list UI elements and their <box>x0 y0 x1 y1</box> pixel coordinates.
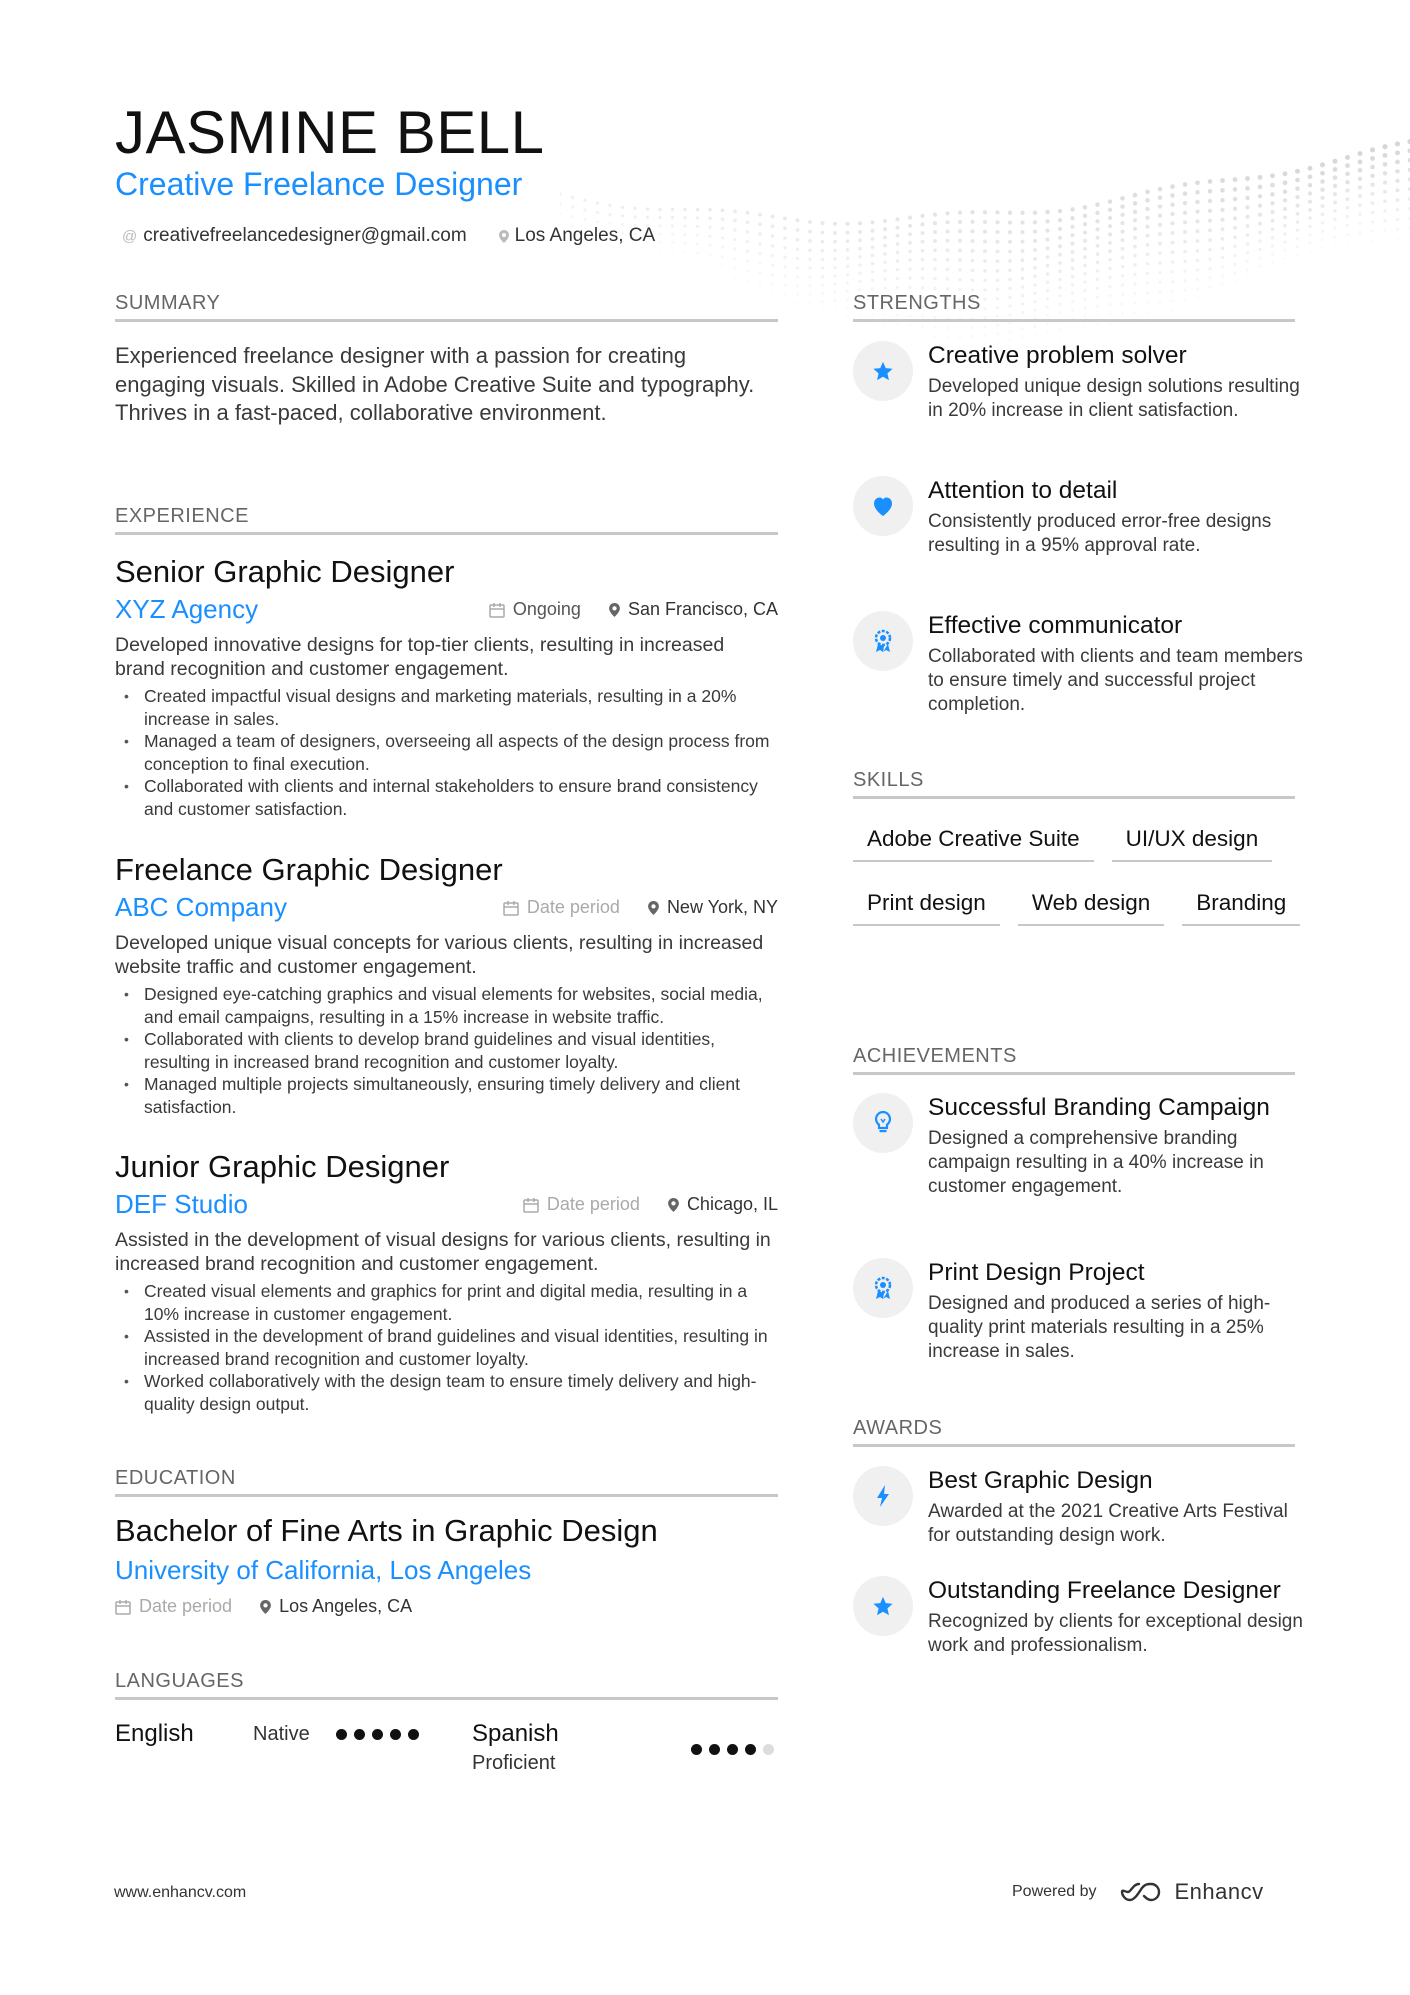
rating-dot <box>709 1744 720 1755</box>
education-date: Date period <box>139 1596 233 1616</box>
contact-info <box>122 225 655 247</box>
job-bullets <box>115 1280 778 1415</box>
location-pin-icon <box>499 230 509 243</box>
language-name: Spanish <box>472 1720 559 1747</box>
language-rating <box>336 1729 419 1740</box>
strengths-section <box>853 292 1295 322</box>
award-icon <box>853 611 913 671</box>
job-bullets <box>115 685 778 820</box>
rating-dot <box>354 1729 365 1740</box>
rating-dot <box>408 1729 419 1740</box>
company-name: DEF Studio <box>115 1189 248 1220</box>
lightbulb-icon <box>853 1093 913 1153</box>
powered-by-text: Powered by <box>1012 1883 1097 1900</box>
job-location: Chicago, IL <box>686 1194 778 1215</box>
achievements-section <box>853 1045 1295 1075</box>
rating-dot <box>745 1744 756 1755</box>
section-title-experience: EXPERIENCE <box>115 505 778 535</box>
achievement-description: Designed and produced a series of high-quality print materials resulting in a 25% increase in sales. <box>928 1293 1271 1362</box>
strength-description: Collaborated with clients and team members to ensure timely and successful project completion. <box>928 646 1303 715</box>
location-pin-icon <box>668 1198 679 1212</box>
email-text: creativefreelancedesigner@gmail.com <box>143 225 467 246</box>
awards-section <box>853 1417 1295 1447</box>
section-title-skills: SKILLS <box>853 769 1295 799</box>
company-name: ABC Company <box>115 892 287 923</box>
strength-item <box>853 476 1303 558</box>
skill-tag: Print design <box>853 882 1000 926</box>
section-title-summary: SUMMARY <box>115 292 778 322</box>
job-date: Ongoing <box>512 599 581 620</box>
contact-email[interactable] <box>122 225 467 247</box>
strength-title: Effective communicator <box>928 612 1183 639</box>
bullet-item: • Created impactful visual designs and marketing materials, resulting in a 20% increase in sales. <box>115 685 778 730</box>
location-pin-icon <box>648 901 659 915</box>
section-title-education: EDUCATION <box>115 1467 778 1497</box>
language-level: Native <box>253 1723 310 1745</box>
job-entry <box>115 851 778 1118</box>
achievement-item <box>853 1258 1303 1364</box>
strength-description: Developed unique design solutions resulting in 20% increase in client satisfaction. <box>928 376 1300 421</box>
education-section <box>115 1467 778 1617</box>
languages-list <box>115 1720 778 1780</box>
section-title-languages: LANGUAGES <box>115 1670 778 1700</box>
rating-dot <box>336 1729 347 1740</box>
bullet-item: • Worked collaboratively with the design team to ensure timely delivery and high-quality design output. <box>115 1370 778 1415</box>
rating-dot <box>691 1744 702 1755</box>
calendar-icon <box>489 602 505 618</box>
award-item <box>853 1576 1303 1658</box>
achievement-title: Successful Branding Campaign <box>928 1094 1270 1121</box>
rating-dot <box>372 1729 383 1740</box>
achievement-description: Designed a comprehensive branding campaign resulting in a 40% increase in customer engagement. <box>928 1128 1264 1197</box>
bolt-icon <box>853 1466 913 1526</box>
star-icon <box>853 1576 913 1636</box>
job-location: New York, NY <box>666 897 778 918</box>
heart-icon <box>853 476 913 536</box>
skill-tag: Adobe Creative Suite <box>853 818 1094 862</box>
education-location: Los Angeles, CA <box>279 1596 413 1616</box>
location-text: Los Angeles, CA <box>514 225 656 246</box>
company-name: XYZ Agency <box>115 594 259 625</box>
job-bullets <box>115 983 778 1118</box>
rating-dot <box>727 1744 738 1755</box>
job-entry <box>115 1148 778 1415</box>
calendar-icon <box>115 1599 131 1615</box>
job-description: Developed unique visual concepts for various clients, resulting in increased website traffic and customer engagement. <box>115 932 764 979</box>
award-icon <box>853 1258 913 1318</box>
skills-list <box>853 818 1303 926</box>
job-entry <box>115 553 778 820</box>
degree-title: Bachelor of Fine Arts in Graphic Design <box>115 1513 658 1548</box>
bullet-item: • Collaborated with clients to develop brand guidelines and visual identities, resulting in increased brand recognition and customer loyalty. <box>115 1028 778 1073</box>
bullet-item: • Created visual elements and graphics for print and digital media, resulting in a 10% increase in customer engagement. <box>115 1280 778 1325</box>
job-title: Senior Graphic Designer <box>115 554 455 589</box>
bullet-item: • Assisted in the development of brand guidelines and visual identities, resulting in increased brand recognition and customer loyalty. <box>115 1325 778 1370</box>
rating-dot <box>763 1744 774 1755</box>
job-description: Assisted in the development of visual designs for various clients, resulting in increased brand recognition and customer engagement. <box>115 1229 771 1276</box>
award-description: Awarded at the 2021 Creative Arts Festival for outstanding design work. <box>928 1501 1288 1546</box>
school-name: University of California, Los Angeles <box>115 1555 532 1585</box>
skill-tag: UI/UX design <box>1112 818 1273 862</box>
location-pin-icon <box>260 1600 271 1614</box>
footer-website-link[interactable]: www.enhancv.com <box>114 1884 247 1901</box>
candidate-name: JASMINE BELL <box>115 99 545 166</box>
award-title: Outstanding Freelance Designer <box>928 1577 1281 1604</box>
bullet-item: • Designed eye-catching graphics and visual elements for websites, social media, and email campaigns, resulting in a 15% increase in website traffic. <box>115 983 778 1028</box>
bullet-item: • Managed multiple projects simultaneously, ensuring timely delivery and client satisfaction. <box>115 1073 778 1118</box>
job-title: Junior Graphic Designer <box>115 1149 450 1184</box>
bullet-item: • Collaborated with clients and internal stakeholders to ensure brand consistency and customer satisfaction. <box>115 775 778 820</box>
rating-dot <box>390 1729 401 1740</box>
enhancv-logo[interactable] <box>1119 1879 1264 1905</box>
language-level: Proficient <box>472 1752 556 1774</box>
award-title: Best Graphic Design <box>928 1467 1153 1494</box>
award-item <box>853 1466 1303 1548</box>
at-icon: @ <box>122 227 138 245</box>
summary-section <box>115 292 778 428</box>
job-date: Date period <box>546 1194 640 1215</box>
strength-item <box>853 341 1303 423</box>
job-date: Date period <box>526 897 620 918</box>
section-title-strengths: STRENGTHS <box>853 292 1295 322</box>
summary-text: Experienced freelance designer with a passion for creating engaging visuals. Skilled in Adobe Creative Suite and typography. Thrives in a fast-paced, collaborative environment. <box>115 343 755 425</box>
section-title-awards: AWARDS <box>853 1417 1295 1447</box>
skill-tag: Web design <box>1018 882 1164 926</box>
footer-branding <box>1012 1879 1264 1905</box>
language-rating <box>691 1744 774 1755</box>
job-title: Freelance Graphic Designer <box>115 852 503 887</box>
achievement-title: Print Design Project <box>928 1259 1145 1286</box>
strength-title: Creative problem solver <box>928 342 1187 369</box>
skills-section <box>853 769 1295 799</box>
enhancv-mark-icon <box>1119 1881 1165 1903</box>
strength-item <box>853 611 1303 717</box>
skill-tag: Branding <box>1182 882 1300 926</box>
strength-description: Consistently produced error-free designs resulting in a 95% approval rate. <box>928 511 1272 556</box>
strength-title: Attention to detail <box>928 477 1118 504</box>
achievement-item <box>853 1093 1303 1199</box>
contact-location <box>499 225 655 247</box>
job-description: Developed innovative designs for top-tier clients, resulting in increased brand recognition and customer engagement. <box>115 634 725 681</box>
location-pin-icon <box>609 603 620 617</box>
candidate-title: Creative Freelance Designer <box>115 166 523 202</box>
language-name: English <box>115 1720 194 1747</box>
bullet-item: • Managed a team of designers, overseeing all aspects of the design process from conception to final execution. <box>115 730 778 775</box>
section-title-achievements: ACHIEVEMENTS <box>853 1045 1295 1075</box>
star-icon <box>853 341 913 401</box>
brand-name: Enhancv <box>1174 1879 1264 1904</box>
calendar-icon <box>503 900 519 916</box>
award-description: Recognized by clients for exceptional design work and professionalism. <box>928 1611 1303 1656</box>
calendar-icon <box>523 1197 539 1213</box>
job-location: San Francisco, CA <box>627 599 778 620</box>
languages-section <box>115 1670 778 1700</box>
experience-section-header <box>115 505 778 535</box>
